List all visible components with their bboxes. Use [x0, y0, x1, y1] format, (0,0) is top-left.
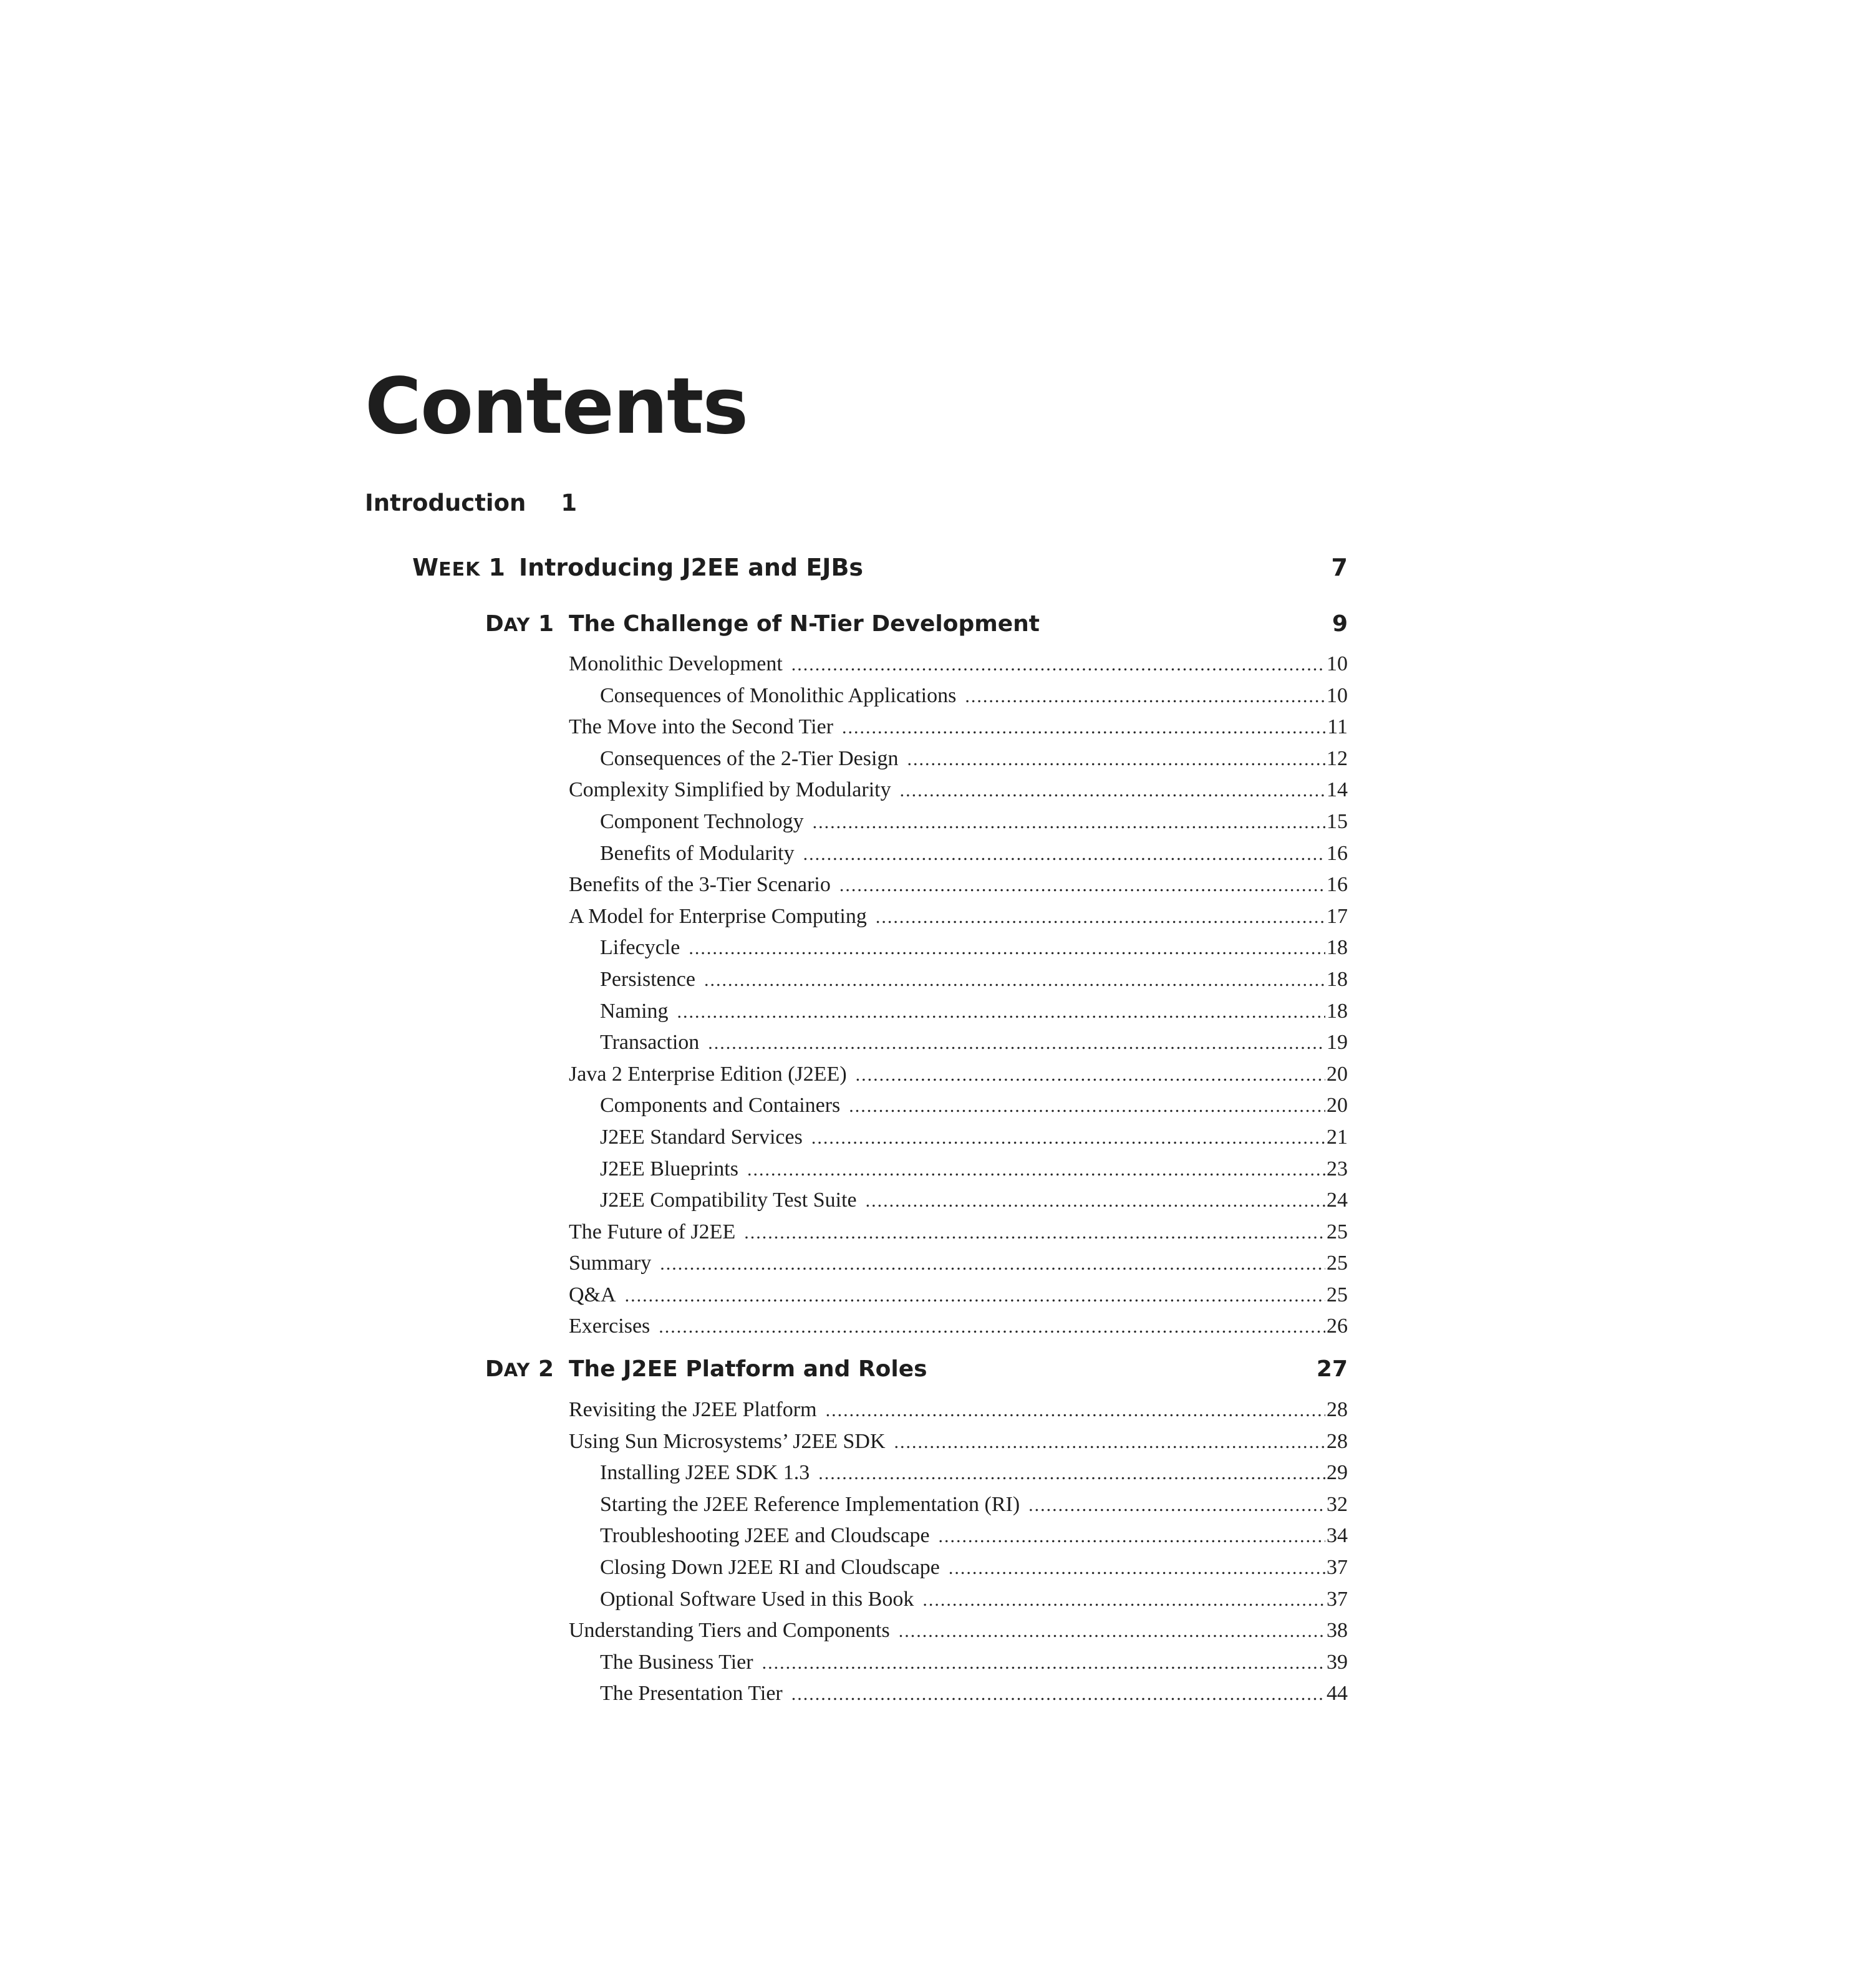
toc-entry-title: The Business Tier: [600, 1650, 753, 1674]
introduction-label: Introduction: [365, 490, 526, 516]
dot-leader: [849, 1091, 1325, 1122]
toc-entry: [569, 1027, 1348, 1059]
page-title: Contents: [365, 362, 748, 451]
toc-entry: [569, 964, 1348, 996]
toc-entry-page: 12: [1327, 746, 1348, 770]
toc-entry-page: 38: [1327, 1619, 1348, 1643]
dot-leader: [677, 996, 1325, 1028]
day-title: The J2EE Platform and Roles: [569, 1356, 927, 1382]
dot-leader: [965, 681, 1325, 712]
toc-entry: [569, 1185, 1348, 1217]
toc-entry-page: 37: [1327, 1555, 1348, 1579]
week-page: 7: [1331, 554, 1348, 581]
toc-entry-title: The Move into the Second Tier: [569, 715, 834, 739]
toc-entry-title: Consequences of the 2-Tier Design: [600, 746, 899, 770]
introduction-page: 1: [561, 490, 578, 516]
toc-entry-page: 18: [1327, 936, 1348, 960]
toc-entry: [569, 712, 1348, 743]
toc-entry-page: 44: [1327, 1682, 1348, 1706]
toc-entry: [569, 1457, 1348, 1489]
dot-leader: [876, 902, 1325, 933]
dot-leader: [744, 1217, 1325, 1248]
toc-entry-title: Closing Down J2EE RI and Cloudscape: [600, 1555, 940, 1579]
toc-entry: [569, 1426, 1348, 1458]
toc-entry-title: Lifecycle: [600, 936, 680, 960]
dot-leader: [818, 1458, 1325, 1489]
dot-leader: [660, 1248, 1325, 1280]
toc-entry-title: A Model for Enterprise Computing: [569, 904, 867, 928]
toc-entry-page: 28: [1327, 1398, 1348, 1421]
dot-leader: [826, 1395, 1325, 1426]
dot-leader: [689, 933, 1325, 964]
dot-leader: [839, 870, 1325, 901]
toc-entry-page: 11: [1327, 715, 1348, 739]
toc-entry-title: Components and Containers: [600, 1094, 841, 1117]
toc-entry-title: Exercises: [569, 1315, 650, 1338]
toc-entry-page: 18: [1327, 999, 1348, 1023]
toc-entry: [569, 680, 1348, 712]
toc-entry-title: Naming: [600, 999, 669, 1023]
toc-entry-title: Revisiting the J2EE Platform: [569, 1398, 817, 1421]
day-label: DAY 2: [485, 1356, 554, 1382]
dot-leader: [1028, 1490, 1325, 1521]
toc-entry-title: The Future of J2EE: [569, 1220, 736, 1243]
dot-leader: [811, 1122, 1325, 1154]
toc-entry-page: 32: [1327, 1492, 1348, 1516]
dot-leader: [939, 1521, 1325, 1552]
toc-introduction: [365, 488, 577, 519]
toc-entry-page: 20: [1327, 1062, 1348, 1086]
toc-entry-title: J2EE Blueprints: [600, 1157, 738, 1180]
day-heading: [399, 609, 1348, 640]
toc-entry: [569, 1122, 1348, 1154]
toc-entry: [569, 996, 1348, 1028]
week-heading: [399, 552, 1348, 586]
toc-entry-page: 16: [1327, 873, 1348, 897]
toc-entry-title: Complexity Simplified by Modularity: [569, 778, 891, 802]
toc-entry: [569, 1394, 1348, 1426]
dot-leader: [899, 1616, 1325, 1647]
toc-entry: [569, 901, 1348, 933]
toc-entry: [569, 1217, 1348, 1248]
toc-entry: [569, 1280, 1348, 1311]
toc-entry: [569, 1489, 1348, 1521]
toc-entry-title: Benefits of Modularity: [600, 841, 795, 865]
week-label: WEEK 1: [412, 554, 505, 581]
dot-leader: [791, 1679, 1325, 1710]
toc-entry-page: 14: [1327, 778, 1348, 802]
toc-entry: [569, 1520, 1348, 1552]
toc-entry-page: 15: [1327, 809, 1348, 833]
toc-entry-title: Installing J2EE SDK 1.3: [600, 1461, 810, 1485]
dot-leader: [813, 807, 1325, 838]
toc-entry-title: Starting the J2EE Reference Implementation (RI): [600, 1492, 1020, 1516]
dot-leader: [922, 1585, 1325, 1616]
toc-entry-title: Transaction: [600, 1031, 700, 1054]
dot-leader: [762, 1648, 1325, 1679]
day-title: The Challenge of N-Tier Development: [569, 611, 1040, 637]
dot-leader: [866, 1185, 1325, 1217]
day-label: DAY 1: [485, 611, 554, 637]
toc-entry: [569, 743, 1348, 775]
toc-entry-title: Understanding Tiers and Components: [569, 1619, 890, 1643]
toc-entry: [569, 1678, 1348, 1710]
dot-leader: [949, 1553, 1325, 1584]
toc-entry-title: Java 2 Enterprise Edition (J2EE): [569, 1062, 847, 1086]
dot-leader: [659, 1311, 1325, 1343]
toc-entry-page: 34: [1327, 1524, 1348, 1548]
dot-leader: [894, 1427, 1326, 1458]
toc-entry-page: 25: [1327, 1283, 1348, 1306]
toc-entry-title: J2EE Compatibility Test Suite: [600, 1189, 857, 1212]
toc-entry-page: 25: [1327, 1220, 1348, 1243]
toc-entry-page: 28: [1327, 1429, 1348, 1453]
toc-entry-page: 16: [1327, 841, 1348, 865]
toc-entry-title: J2EE Standard Services: [600, 1125, 803, 1149]
toc-entry-page: 20: [1327, 1094, 1348, 1117]
toc-entry-page: 37: [1327, 1587, 1348, 1611]
toc-entry-title: Troubleshooting J2EE and Cloudscape: [600, 1524, 930, 1548]
dot-leader: [704, 965, 1325, 996]
toc-entry: [569, 1552, 1348, 1584]
dot-leader: [803, 839, 1325, 870]
toc-entry-title: The Presentation Tier: [600, 1682, 783, 1706]
day-page: 27: [1316, 1356, 1348, 1382]
toc-entry-page: 39: [1327, 1650, 1348, 1674]
toc-entry-page: 25: [1327, 1252, 1348, 1275]
toc-entry: [569, 1311, 1348, 1343]
week-title: Introducing J2EE and EJBs: [519, 554, 864, 581]
toc-entry-page: 19: [1327, 1031, 1348, 1054]
dot-leader: [900, 775, 1325, 806]
toc-entry-title: Using Sun Microsystems’ J2EE SDK: [569, 1429, 886, 1453]
toc-entry: [569, 1647, 1348, 1679]
toc-entry-title: Monolithic Development: [569, 652, 783, 675]
dot-leader: [842, 712, 1326, 743]
toc-entry: [569, 774, 1348, 806]
toc-entry: [569, 1059, 1348, 1091]
toc-entry-title: Component Technology: [600, 809, 804, 833]
toc-entry: [569, 1090, 1348, 1122]
toc-entry: [569, 1584, 1348, 1616]
toc-entry: [569, 869, 1348, 901]
toc-entry-page: 23: [1327, 1157, 1348, 1180]
dot-leader: [708, 1028, 1325, 1059]
dot-leader: [625, 1280, 1325, 1311]
toc-entry-page: 29: [1327, 1461, 1348, 1485]
day2-entry-list: [569, 1394, 1348, 1710]
dot-leader: [791, 649, 1325, 680]
toc-entry-title: Optional Software Used in this Book: [600, 1587, 914, 1611]
toc-entry-page: 24: [1327, 1189, 1348, 1212]
toc-entry: [569, 649, 1348, 680]
toc-entry-title: Q&A: [569, 1283, 616, 1306]
toc-entry-title: Consequences of Monolithic Applications: [600, 683, 957, 707]
toc-entry: [569, 932, 1348, 964]
toc-entry-page: 10: [1327, 652, 1348, 675]
toc-entry-page: 17: [1327, 904, 1348, 928]
toc-entry-title: Persistence: [600, 967, 695, 991]
toc-entry-page: 18: [1327, 967, 1348, 991]
toc-entry: [569, 806, 1348, 838]
toc-entry-title: Benefits of the 3-Tier Scenario: [569, 873, 831, 897]
toc-entry: [569, 1154, 1348, 1185]
day-page: 9: [1332, 611, 1348, 637]
toc-entry: [569, 838, 1348, 870]
day-heading: [399, 1354, 1348, 1386]
dot-leader: [856, 1059, 1325, 1091]
day1-entry-list: [569, 649, 1348, 1343]
toc-entry: [569, 1248, 1348, 1280]
dot-leader: [747, 1154, 1325, 1185]
toc-entry-page: 26: [1327, 1315, 1348, 1338]
dot-leader: [907, 744, 1325, 775]
toc-entry-page: 21: [1327, 1125, 1348, 1149]
toc-entry: [569, 1615, 1348, 1647]
toc-entry-page: 10: [1327, 683, 1348, 707]
toc-entry-title: Summary: [569, 1252, 652, 1275]
